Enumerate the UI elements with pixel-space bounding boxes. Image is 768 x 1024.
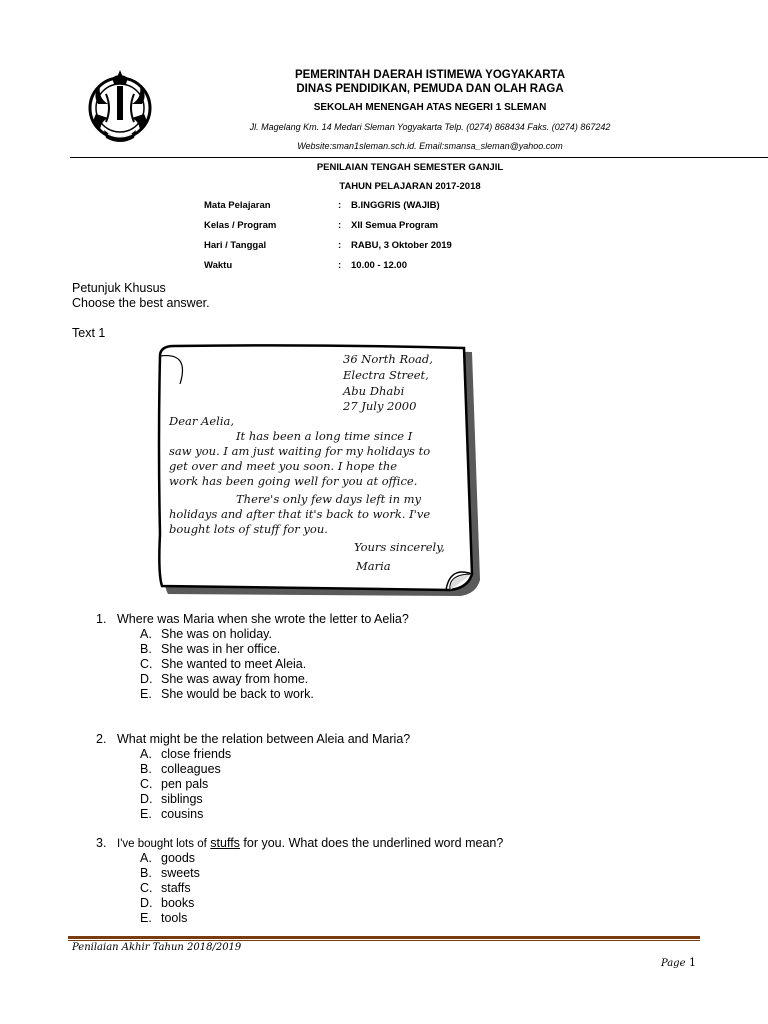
info-value: 10.00 - 12.00 — [351, 260, 407, 271]
info-colon: : — [338, 240, 342, 251]
letter-body-line: saw you. I am just waiting for my holidays to — [169, 444, 431, 458]
letter-body-line: holidays and after that it's back to work. I've — [169, 507, 431, 521]
instructions-text: Choose the best answer. — [72, 296, 210, 310]
letter-signature: Maria — [356, 559, 391, 573]
letter-date: 27 July 2000 — [343, 399, 417, 413]
option-letter: A. — [140, 851, 152, 865]
option-letter: D. — [140, 896, 153, 910]
option-text: cousins — [161, 807, 204, 821]
question-underlined-word: stuffs — [210, 836, 240, 850]
letter-body-line: There's only few days left in my — [236, 492, 422, 506]
exam-title: PENILAIAN TENGAH SEMESTER GANJIL — [316, 162, 504, 173]
school-address: Jl. Magelang Km. 14 Medari Sleman Yogyakarta Telp. (0274) 868434 Faks. (0274) 867242 — [249, 122, 611, 132]
question-number: 2. — [96, 732, 107, 746]
info-value: B.INGGRIS (WAJIB) — [351, 200, 440, 211]
text-label: Text 1 — [72, 326, 106, 340]
option-text: colleagues — [161, 762, 221, 776]
option-letter: E. — [140, 687, 152, 701]
question-number: 1. — [96, 612, 107, 626]
emblem-logo-icon — [78, 64, 162, 148]
page-label: Page — [660, 958, 686, 969]
option-letter: A. — [140, 747, 152, 761]
info-label: Hari / Tanggal — [204, 240, 267, 251]
option-text: She was in her office. — [161, 642, 281, 656]
option-text: staffs — [161, 881, 191, 895]
option-letter: D. — [140, 792, 153, 806]
option-letter: B. — [140, 642, 152, 656]
option-letter: A. — [140, 627, 152, 641]
page-number — [661, 956, 696, 969]
option-text: tools — [161, 911, 188, 925]
letter-address-line: Abu Dhabi — [343, 384, 405, 398]
option-text: She wanted to meet Aleia. — [161, 657, 307, 671]
question-number: 3. — [96, 836, 107, 850]
option-letter: B. — [140, 866, 152, 880]
question-text: What might be the relation between Aleia and Maria? — [117, 732, 411, 746]
letter-body-line: bought lots of stuff for you. — [169, 522, 328, 536]
letter-closing: Yours sincerely, — [354, 540, 445, 554]
info-label: Kelas / Program — [204, 220, 277, 231]
option-text: She would be back to work. — [161, 687, 314, 701]
instructions-heading: Petunjuk Khusus — [72, 281, 166, 295]
question-text — [117, 836, 503, 850]
option-letter: E. — [140, 911, 152, 925]
option-text: sweets — [161, 866, 200, 880]
letter-greeting: Dear Aelia, — [169, 414, 235, 428]
question-text-pre: I've bought lots of — [117, 838, 207, 850]
school-name: SEKOLAH MENENGAH ATAS NEGERI 1 SLEMAN — [313, 102, 547, 113]
info-label: Waktu — [204, 260, 233, 271]
letter-address-line: Electra Street, — [343, 368, 429, 382]
info-value: RABU, 3 Oktober 2019 — [351, 240, 452, 251]
option-text: siblings — [161, 792, 203, 806]
info-label: Mata Pelajaran — [204, 200, 271, 211]
info-value: XII Semua Program — [351, 220, 439, 231]
letter-body-line: get over and meet you soon. I hope the — [169, 459, 398, 473]
option-text: pen pals — [161, 777, 209, 791]
letter-body-line: work has been going well for you at office. — [169, 474, 418, 488]
header-line-1: PEMERINTAH DAERAH ISTIMEWA YOGYAKARTA — [294, 69, 566, 81]
question-text: Where was Maria when she wrote the letter to Aelia? — [117, 612, 409, 626]
footer-divider-thin — [68, 940, 700, 941]
option-text: She was away from home. — [161, 672, 309, 686]
letter-illustration — [150, 344, 485, 600]
footer-divider-thick — [68, 936, 700, 939]
option-text: goods — [161, 851, 196, 865]
letter-address-line: 36 North Road, — [343, 352, 433, 366]
option-letter: E. — [140, 807, 152, 821]
letter-body-line: It has been a long time since I — [236, 429, 413, 443]
option-text: books — [161, 896, 195, 910]
exam-year: TAHUN PELAJARAN 2017-2018 — [339, 181, 481, 192]
info-colon: : — [338, 260, 342, 271]
option-letter: B. — [140, 762, 152, 776]
option-letter: C. — [140, 777, 153, 791]
info-colon: : — [338, 220, 342, 231]
footer-title: Penilaian Akhir Tahun 2018/2019 — [72, 942, 242, 953]
header-line-2: DINAS PENDIDIKAN, PEMUDA DAN OLAH RAGA — [296, 83, 564, 95]
info-colon: : — [338, 200, 342, 211]
option-text: close friends — [161, 747, 232, 761]
header-divider — [70, 157, 768, 158]
option-letter: D. — [140, 672, 153, 686]
header-government — [180, 68, 680, 96]
school-website: Website:sman1sleman.sch.id. Email:smansa_sleman@yahoo.com — [297, 141, 563, 151]
page-number-value: 1 — [689, 956, 696, 969]
option-letter: C. — [140, 881, 153, 895]
option-letter: C. — [140, 657, 153, 671]
option-text: She was on holiday. — [161, 627, 272, 641]
question-text-post: for you. What does the underlined word mean? — [243, 836, 504, 850]
